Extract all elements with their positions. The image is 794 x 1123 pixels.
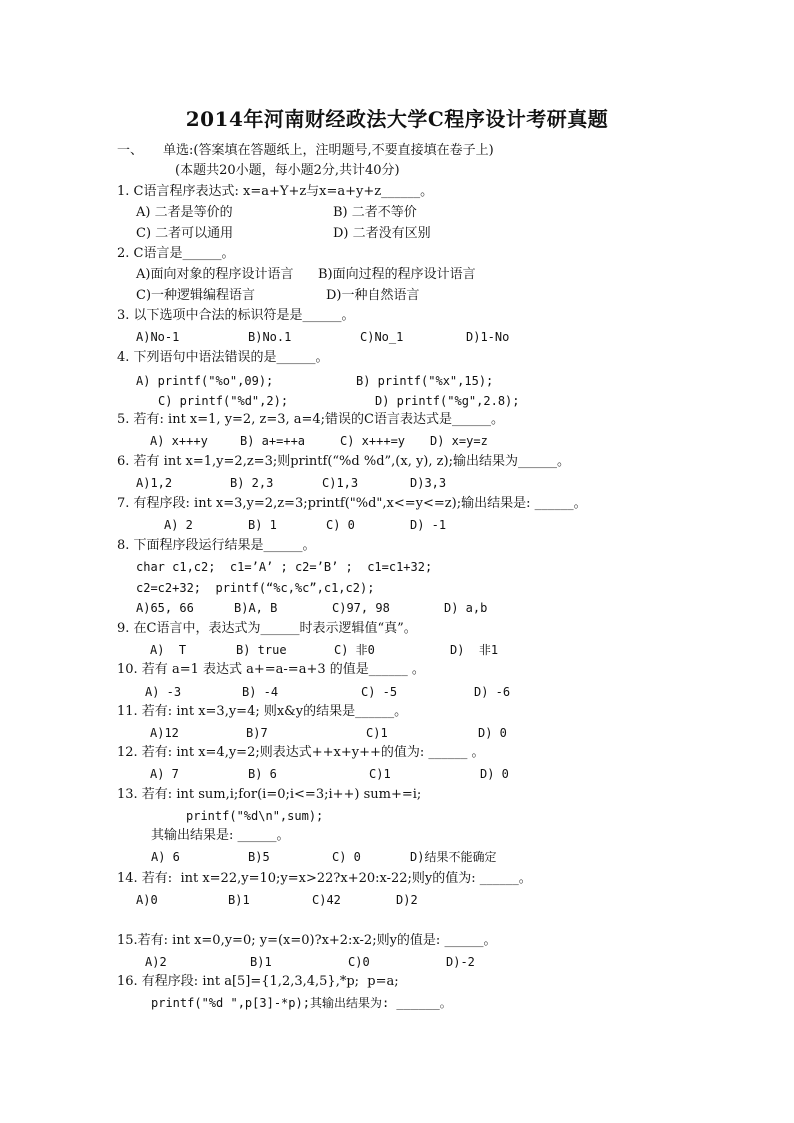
question-stem: 4. 下列语句中语法错误的是______。 (117, 350, 329, 365)
question-stem: 14. 若有: int x=22,y=10;y=x>22?x+20:x-22;则y的值为: ______。 (117, 871, 532, 886)
option-c: C)1,3 (322, 476, 359, 490)
option-d: D) 非1 (450, 643, 499, 657)
option-a: A)2 (145, 955, 167, 969)
option-c: C)1 (366, 726, 388, 740)
option-a: A) printf("%o",09); (136, 374, 274, 388)
question-stem: 6. 若有 int x=1,y=2,z=3;则printf(“%d %d”,(x, y), z);输出结果为______。 (117, 454, 570, 469)
option-d: D) a,b (444, 601, 488, 615)
section-number: 一、 (117, 143, 144, 158)
option-a: A) -3 (145, 685, 182, 699)
option-c: C) 0 (326, 518, 355, 532)
option-d: D)2 (396, 893, 418, 907)
question-stem: 15.若有: int x=0,y=0; y=(x=0)?x+2:x-2;则y的值是: ______。 (117, 933, 497, 948)
option-a: A)1,2 (136, 476, 173, 490)
option-b: B) -4 (242, 685, 279, 699)
option-d: D)结果不能确定 (410, 850, 497, 864)
question-stem: 10. 若有 a=1 表达式 a+=a-=a+3 的值是______ 。 (117, 662, 425, 677)
option-d: D) 0 (478, 726, 507, 740)
option-d: D) x=y=z (430, 434, 488, 448)
code-line: printf("%d ",p[3]-*p);其输出结果为: ______。 (151, 996, 452, 1010)
option-c: C)97, 98 (332, 601, 390, 615)
question-stem: 5. 若有: int x=1, y=2, z=3, a=4;错误的C语言表达式是______。 (117, 412, 504, 427)
option-a: A)No-1 (136, 330, 180, 344)
option-b: B) printf("%x",15); (356, 374, 494, 388)
option-b: B)1 (250, 955, 272, 969)
option-c: C) -5 (361, 685, 398, 699)
option-c: C)1 (369, 767, 391, 781)
option-b: B)No.1 (248, 330, 292, 344)
option-b: B) 二者不等价 (333, 205, 417, 220)
option-b: B)5 (248, 850, 270, 864)
option-d: D)-2 (446, 955, 475, 969)
option-b: B)7 (246, 726, 268, 740)
option-a: A)65, 66 (136, 601, 194, 615)
question-stem: 12. 若有: int x=4,y=2;则表达式++x+y++的值为: ______ 。 (117, 745, 485, 760)
option-d: D) 0 (480, 767, 509, 781)
question-stem: 13. 若有: int sum,i;for(i=0;i<=3;i++) sum+=i; (117, 787, 422, 802)
question-stem: 7. 有程序段: int x=3,y=2,z=3;printf("%d",x<=y<=z);输出结果是: ______。 (117, 496, 587, 511)
option-c: C) x+++=y (340, 434, 406, 448)
question-stem: 11. 若有: int x=3,y=4; 则x&y的结果是______。 (117, 704, 408, 719)
option-b: B)面向过程的程序设计语言 (318, 267, 476, 282)
option-a: A) 2 (164, 518, 193, 532)
section-note: (本题共20小题，每小题2分,共计40分) (175, 163, 400, 178)
option-c: C) 非0 (334, 643, 375, 657)
section-heading: 单选:(答案填在答题纸上，注明题号,不要直接填在卷子上) (163, 143, 494, 158)
code-line: 其输出结果是: ______。 (151, 828, 290, 843)
option-d: D) -6 (474, 685, 511, 699)
code-line: c2=c2+32; printf(“%c,%c”,c1,c2); (136, 581, 375, 595)
option-a: A)0 (136, 893, 158, 907)
option-d: D) 二者没有区别 (333, 226, 431, 241)
option-c: C) printf("%d",2); (158, 394, 289, 408)
option-b: B) 1 (248, 518, 277, 532)
option-b: B) 2,3 (230, 476, 274, 490)
question-stem: 16. 有程序段: int a[5]={1,2,3,4,5},*p; p=a; (117, 974, 399, 989)
option-d: D)3,3 (410, 476, 447, 490)
option-c: C)No_1 (360, 330, 404, 344)
option-c: C)42 (312, 893, 341, 907)
option-a: A)12 (150, 726, 179, 740)
option-d: D) -1 (410, 518, 447, 532)
option-d: D)一种自然语言 (326, 288, 420, 303)
code-line: char c1,c2; c1=’A’ ; c2=’B’ ; c1=c1+32; (136, 560, 433, 574)
question-stem: 8. 下面程序段运行结果是______。 (117, 538, 316, 553)
option-a: A)面向对象的程序设计语言 (136, 267, 294, 282)
option-c: C) 二者可以通用 (136, 226, 234, 241)
option-b: B) 6 (248, 767, 277, 781)
option-c: C)0 (348, 955, 370, 969)
option-b: B) a+=++a (240, 434, 306, 448)
option-b: B) true (236, 643, 287, 657)
option-d: D) printf("%g",2.8); (375, 394, 520, 408)
option-b: B)1 (228, 893, 250, 907)
option-a: A) 7 (150, 767, 179, 781)
question-stem: 3. 以下选项中合法的标识符是是______。 (117, 308, 355, 323)
question-stem: 9. 在C语言中，表达式为______时表示逻辑值“真”。 (117, 621, 417, 636)
option-d: D)1-No (466, 330, 510, 344)
exam-title: 2014年河南财经政法大学C程序设计考研真题 (185, 107, 609, 131)
question-stem: 1. C语言程序表达式: x=a+Y+z与x=a+y+z______。 (117, 184, 434, 199)
code-line: printf("%d\n",sum); (186, 809, 324, 823)
option-c: C)一种逻辑编程语言 (136, 288, 256, 303)
option-a: A) x+++y (150, 434, 208, 448)
option-b: B)A, B (234, 601, 278, 615)
question-stem: 2. C语言是______。 (117, 246, 235, 261)
option-c: C) 0 (332, 850, 361, 864)
option-a: A) 6 (151, 850, 180, 864)
option-a: A) T (150, 643, 187, 657)
option-a: A) 二者是等价的 (136, 205, 233, 220)
